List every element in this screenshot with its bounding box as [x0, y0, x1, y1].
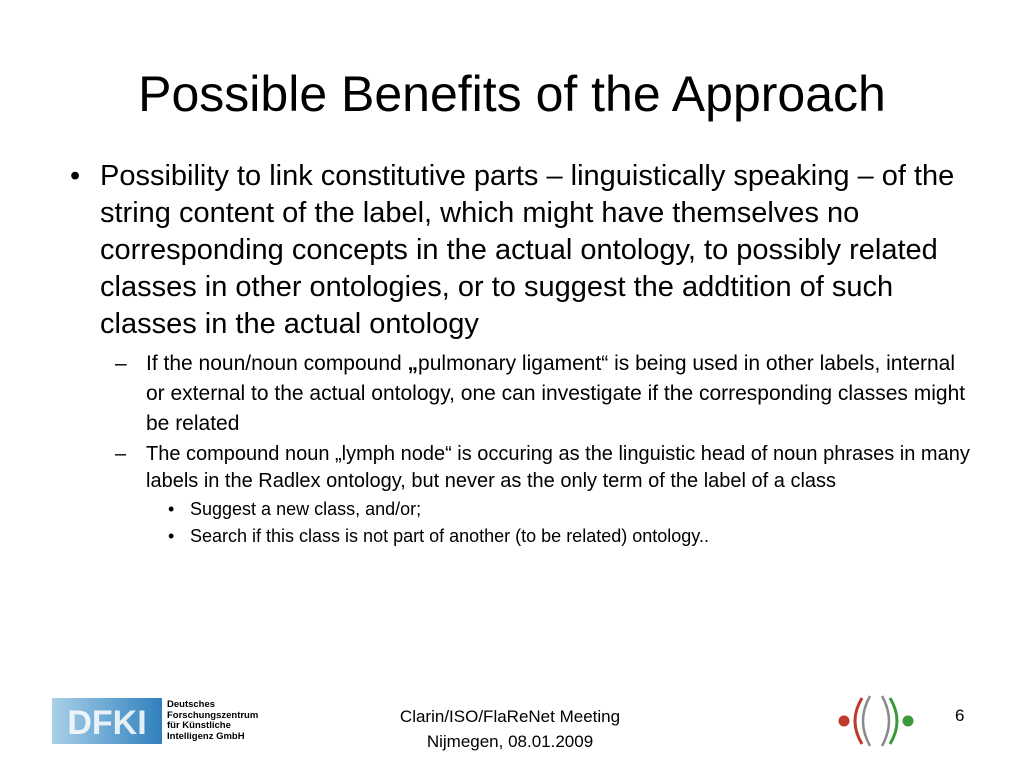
main-bullet [70, 158, 970, 343]
sub-bullet-2-text: The compound noun „lymph node“ is occuring as the linguistic head of noun phrases in many labels in the Radlex ontology, but never as the only term of the label of a class [146, 443, 970, 492]
sub-bullet-1-quote: „ [407, 352, 419, 375]
sub-sub-bullet-2-text: Search if this class is not part of another (to be related) ontology.. [190, 526, 709, 546]
dash-marker: – [115, 443, 127, 465]
dfki-letters: DFKI [67, 704, 147, 742]
footer-event: Clarin/ISO/FlaReNet Meeting [399, 707, 621, 726]
sub-bullet-2 [70, 441, 970, 495]
footer [360, 704, 660, 754]
dfki-line-2: Forschungszentrum [167, 709, 259, 721]
sub-sub-bullet-2 [70, 523, 970, 549]
dfki-line-1: Deutsches [167, 699, 216, 710]
dfki-logo-mark [52, 698, 162, 744]
slide-number: 6 [955, 706, 965, 725]
dfki-logo-text [167, 700, 258, 742]
sub-bullet-1 [70, 349, 970, 439]
dash-marker: – [115, 352, 127, 375]
main-bullet-text: Possibility to link constitutive parts – linguistically speaking – of the string content of the label, which might have themselves no corresponding concepts in the actual ontology, to possibly related classes in other ontologies, or to suggest the addtition of such classes in the actual ontology [100, 160, 955, 340]
sub-sub-bullet-1 [70, 496, 970, 522]
dfki-line-3: für Künstliche [167, 720, 231, 731]
green-dot-icon [903, 716, 914, 727]
dfki-line-4: Intelligenz GmbH [167, 730, 245, 742]
footer-date: Nijmegen, 08.01.2009 [426, 732, 594, 751]
bullet-marker: • [168, 526, 175, 546]
bullet-marker: • [70, 160, 81, 192]
dfki-logo [52, 698, 282, 744]
sub-sub-bullet-1-text: Suggest a new class, and/or; [190, 499, 422, 519]
red-dot-icon [839, 716, 850, 727]
bullet-marker: • [168, 499, 175, 519]
slide-title: Possible Benefits of the Approach [138, 66, 886, 122]
slide-content [70, 158, 970, 549]
sub-bullet-1-rest: pulmonary ligament“ is being used in other labels, internal or external to the actual ontology, one can investigate if the corresponding classes might be related [146, 352, 966, 435]
sub-bullet-1-prefix: If the noun/noun compound [146, 352, 408, 375]
clarin-logo [826, 690, 926, 750]
